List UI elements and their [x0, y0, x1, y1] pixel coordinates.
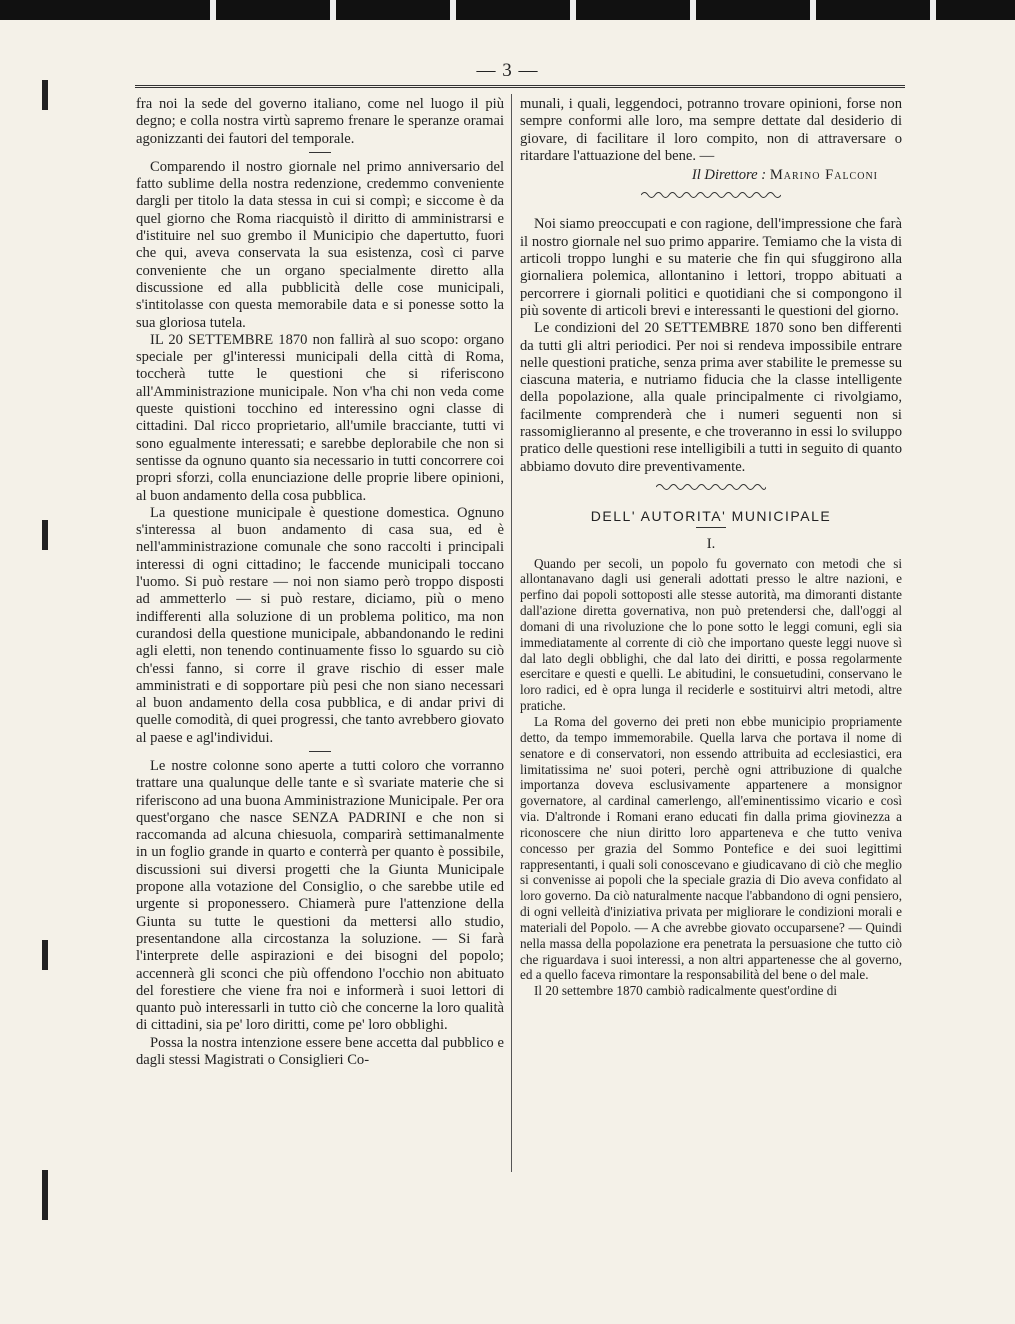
- signature-name: Marino Falconi: [769, 167, 878, 184]
- paragraph: Il 20 settembre 1870 cambiò radicalmente quest'ordine di: [534, 983, 838, 999]
- paragraph: La questione municipale è questione domestica. Ognuno s'interessa al buon andamento di casa sua, ed è nell'amministrazione comunale che sono raccolti i principali interessi di ogni cittadino; le faccende municipali toccano l'uomo. Si può restare — noi non siamo però troppo disposti ad ammetterlo — si può restare, diciamo, più o meno indifferenti alla soluzione di un problema politico, ma non curandosi della questione municipale, abbandonando le redini agli eletti, non tenendo continuamente fisso lo sguardo su ciò ch'essi fanno, si corre il grave rischio di esser male amministrati e di sopportare più pesi che non siano necessari al buon andamento della cosa pubblica, e di andar privi di quelle comodità, di quei progressi, che tanto avrebbero giovato al paese e agl'individui.: [136, 504, 504, 746]
- separator: [309, 751, 331, 752]
- paragraph: Le condizioni del 20 SETTEMBRE 1870 sono ben differenti da tutti gli altri periodici. Per noi si rendeva impossibile entrare nelle questioni pratiche, senza prima aver stabilite le premesse su ciascuna materia, e nutriamo fiducia che la classe intelligente della popolazione, alla quale principalmente ci rivolgiamo, facilmente comprenderà che i numeri seguenti non si rassomiglieranno al presente, e che troveranno in essi lo sviluppo pratico delle questioni rese intelligibili a tutti in seguito di quanto abbiamo dovuto dire preventivamente.: [520, 320, 902, 475]
- scan-top-border: [0, 0, 1015, 20]
- paragraph: Quando per secoli, un popolo fu governato con metodi che si allontanavano dagli usi generali adottati presso le altre nazioni, e perfino dai popoli sottoposti alle stesse autorità, ma dimoranti distante dall'azione diretta governativa, non può pretendersi che, dall'oggi al domani di una rivoluzione che lo pone sotto le leggi comuni, egli sia immediatamente al corrente di ciò che importano queste leggi nuove sì dal lato degli obblighi, che dal lato dei diritti, e possa regolarmente esercitare e questi e quelli. Le abitudini, le consuetudini, conservano le loro radici, ed è opra lunga il reciderle e sostituirvi altri metodi, altre pratiche.: [520, 555, 902, 714]
- paragraph: munali, i quali, leggendoci, potranno trovare opinioni, forse non sempre conformi alle loro, ma sempre dettate dal desiderio di giovare, di facilitare il loro compito, non di attraversare o ritardare l'attuazione del bene. —: [520, 96, 902, 164]
- paragraph: IL 20 SETTEMBRE 1870 non fallirà al suo scopo: organo speciale per gl'interessi municipali della città di Roma, toccherà tutte le questioni che si riferiscono all'Amministrazione municipale. Non v'ha chi non veda come queste quistioni tocchino ed interessino ogni classe di cittadini. Dal ricco proprietario, all'umile bracciante, tutti vi sono egualmente interessati; e sarebbe deplorabile che non si sentisse da ognuno quanto sia necessario in tutti concorrere coi propri sforzi, colla enunciazione delle proprie libere opinioni, al buon andamento della cosa pubblica.: [136, 331, 504, 504]
- paragraph: Possa la nostra intenzione essere bene accetta dal pubblico e dagli stessi Magistrati o Consiglieri Co-: [136, 1034, 504, 1069]
- signature-role: Il Direttore :: [691, 167, 767, 184]
- left-column: [136, 96, 504, 1069]
- section-number: I.: [706, 536, 716, 553]
- paragraph: Comparendo il nostro giornale nel primo anniversario del fatto sublime della nostra redenzione, credemmo conveniente dargli per titolo la data stessa in cui si compì; e siccome è da quel giorno che Roma riacquistò il diritto di amministrarsi e d'istituire nel suo grembo il Municipio che dapertutto, fuori che qui, aveva conservata la sua esistenza, così ci parve conveniente che un organo specialmente diretto alla discussione ed alla pubblicità delle cose municipali, s'intitolasse con questa memorabile data e si ponesse sotto la sua gloriosa tutela.: [136, 158, 504, 331]
- paragraph: Le nostre colonne sono aperte a tutti coloro che vorranno trattare una qualunque delle tante e sì svariate materie che si riferiscono ad una buona Amministrazione Municipale. Per ora quest'organo che nasce SENZA PADRINI e che non si raccomanda ad alcuna chiesuola, comparirà settimanalmente in un foglio grande in quarto e conterrà per quanto è possibile, discussioni sui diversi progetti che la Giunta Municipale propone alla votazione del Consiglio, o che sarebbe utile ed urgente si proponessero. Chiamerà pure l'attenzione della Giunta su tutte le questioni da mettersi allo studio, presentandone alla circostanza la soluzione. — Si farà l'interprete delle aspirazioni e dei bisogni del popolo; accennerà gli sconci che più offendono l'occhio non abituato del forestiere che viene fra noi e informerà i suoi lettori di quanto può interessarli in tutto ciò che concerne la loro qualità di cittadini, sia pe' loro diritti, come pe' loro obblighi.: [136, 757, 504, 1034]
- column-divider: [511, 94, 512, 1172]
- paragraph: La Roma del governo dei preti non ebbe municipio propriamente detto, da tempo immemorabile. Quella larva che portava il nome di senatore e di conservatori, non essendo attribuita ad ecclesiastici, era limitatissima ne' suoi poteri, perchè ogni attribuzione di qualche importanza doveva esclusivamente appartenere a monsignor governatore, al cardinal camerlengo, all'eminentissimo vicario e così via. D'altronde i Romani erano educati fin dalla prima giovinezza a riconoscere che niun diritto loro apparteneva e che tutto veniva concesso per grazia del Sommo Pontefice e dei suoi legittimi rappresentanti, i quali soli conoscevano e giudicavano di ciò che meglio si convenisse ai popoli che la speciale grazia di Dio aveva confidato al loro governo. Da ciò naturalmente nacque l'abbandono di ogni pensiero, di ogni velleità d'iniziativa privata per migliorare le condizioni morali e materiali del Popolo. — A che avrebbe giovato occuparsene? — Quindi nella massa della popolazione era penetrata la persuasione che tutto ciò che riguardava i suoi interessi, a non altri appartenesse che al governo, ed a quello faceva rimontare la responsabilità del bene o del male.: [520, 713, 902, 983]
- header-rule: [135, 85, 905, 88]
- wavy-divider: [520, 190, 902, 208]
- paragraph: Noi siamo preoccupati e con ragione, dell'impressione che farà il nostro giornale nel suo primo apparire. Temiamo che la vista di articoli troppo lunghi e su materie che fin qui sfuggirono alla giornaliera polemica, allontanino i lettori, troppo abituati a percorrere i giornali politici e quotidiani che si compongono il più sovente di articoli brevi e interessanti le questioni del giorno.: [520, 216, 902, 319]
- binding-marks: [40, 80, 52, 1280]
- right-column: [520, 96, 902, 999]
- separator: [696, 527, 726, 528]
- separator: [309, 152, 331, 153]
- section-title: DELL' AUTORITA' MUNICIPALE: [590, 507, 832, 524]
- article-body: [520, 556, 902, 1000]
- page-number: — 3 —: [476, 60, 539, 81]
- wavy-divider: [520, 482, 902, 500]
- signature: [520, 167, 902, 184]
- paragraph: fra noi la sede del governo italiano, come nel luogo il più degno; e colla nostra virtù sapremo frenare le speranze oramai agonizzanti dei fautori del temporale.: [136, 96, 504, 147]
